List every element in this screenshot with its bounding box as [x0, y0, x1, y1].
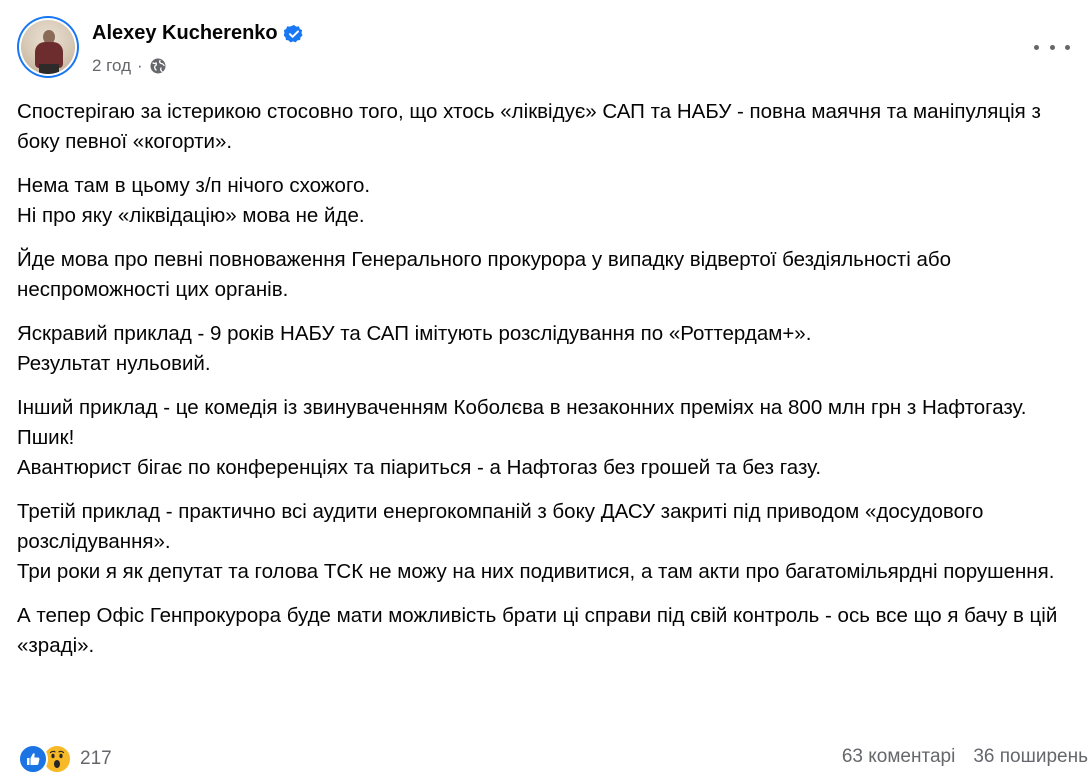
post-paragraph: Нема там в цьому з/п нічого схожого. Ні про яку «ліквідацію» мова не йде. [17, 174, 371, 227]
avatar-photo [21, 20, 75, 74]
author-name[interactable]: Alexey Kucherenko [92, 22, 278, 44]
post-paragraph: Інший приклад - це комедія із звинуваченням Коболєва в незаконних преміях на 800 млн грн з Нафтогазу. Пшик! Авантюрист бігає по конференціях та піариться - а Нафтогаз без грошей та без газу. [17, 396, 1027, 479]
post-time[interactable]: 2 год [92, 56, 132, 75]
comments-count-link[interactable]: 63 коментарі [841, 746, 956, 767]
post-paragraph: А тепер Офіс Генпрокурора буде мати можливість брати ці справи під свій контроль - ось все що я бачу в цій «зраді». [17, 604, 1058, 657]
like-reaction-icon [18, 744, 48, 774]
post-paragraph: Спостерігаю за істерикою стосовно того, що хтось «ліквідує» САП та НАБУ - повна маячня та маніпуляція з боку певної «когорти». [17, 100, 1041, 153]
engagement-stats [842, 746, 1088, 768]
post-header [17, 16, 1088, 80]
verified-badge-icon [284, 24, 304, 44]
globe-icon[interactable] [149, 57, 167, 75]
reactions-summary[interactable] [18, 744, 112, 774]
post-paragraph: Яскравий приклад - 9 років НАБУ та САП імітують розслідування по «Роттердам+». Результат нульовий. [17, 322, 812, 375]
author-row [92, 22, 304, 45]
reaction-count: 217 [80, 748, 112, 769]
post-paragraph: Йде мова про певні повноваження Генерального прокурора у випадку відвертої бездіяльності або неспроможності цих органів. [17, 248, 951, 301]
post-paragraph: Третій приклад - практично всі аудити енергокомпаній з боку ДАСУ закриті під приводом «досудового розслідування». Три роки я як депутат та голова ТСК не можу на них подивитися, а там акти про багатомільярдні порушення. [17, 500, 1055, 583]
post-footer [18, 744, 1088, 776]
avatar[interactable] [17, 16, 79, 78]
post-meta [92, 56, 167, 76]
more-options-icon[interactable] [1034, 36, 1070, 58]
meta-separator: · [137, 56, 143, 75]
post-body [17, 97, 1077, 661]
shares-count-link[interactable]: 36 поширень [973, 746, 1088, 767]
